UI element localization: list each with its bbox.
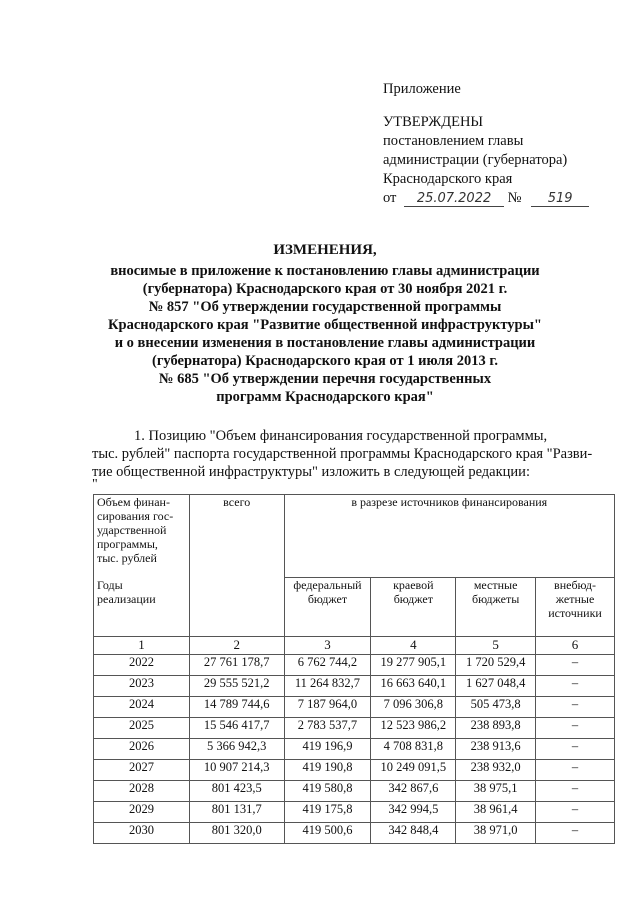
table-cell: 801 423,5 [189,781,284,802]
table-cell: 505 473,8 [456,697,536,718]
table-cell: 2 783 537,7 [284,718,371,739]
document-title [90,241,560,406]
title-line: № 685 "Об утверждении перечня государственных [158,371,492,387]
title-line: программ Краснодарского края" [216,389,434,405]
table-cell: 14 789 744,6 [189,697,284,718]
table-row [94,697,615,718]
table-cell: 10 907 214,3 [189,760,284,781]
table-cell: 12 523 986,2 [371,718,456,739]
title-line: № 857 "Об утверждении государственной программы [148,299,502,315]
table-cell: 419 175,8 [284,802,371,823]
table-cell: – [536,676,615,697]
header-years: Годы реализации [94,578,190,637]
title-heading: ИЗМЕНЕНИЯ, [273,242,377,258]
opening-quote: " [92,477,98,492]
table-cell: 342 867,6 [371,781,456,802]
table-cell: 4 708 831,8 [371,739,456,760]
table-cell: 29 555 521,2 [189,676,284,697]
table-body [94,655,615,844]
table-cell: 419 580,8 [284,781,371,802]
column-number: 1 [94,637,190,655]
handwritten-date: 25.07.2022 [404,192,504,207]
paragraph-line: тыс. рублей" паспорта государственной программы Краснодарского края "Разви- [92,446,593,462]
table-cell: – [536,655,615,676]
approval-line-3: Краснодарского края [383,171,513,187]
column-number-row [94,637,615,655]
approval-date-line [383,189,589,208]
title-line: (губернатора) Краснодарского края от 30 ноября 2021 г. [142,281,508,297]
table-row [94,760,615,781]
table-cell: 2025 [94,718,190,739]
table-cell: 238 913,6 [456,739,536,760]
appendix-label: Приложение [383,81,461,97]
title-line: и о внесении изменения в постановление главы администрации [114,335,536,351]
table-cell: 801 320,0 [189,823,284,844]
table-cell: – [536,802,615,823]
paragraph-line: тие общественной инфраструктуры" изложить в следующей редакции: [92,464,530,480]
table-cell: 419 196,9 [284,739,371,760]
header-funding-label: Объем финан- сирования гос- ударственной программы, тыс. рублей [94,495,190,578]
table-subheader-row [94,578,615,637]
table-cell: 2029 [94,802,190,823]
table-cell: – [536,823,615,844]
header-local: местные бюджеты [456,578,536,637]
table-cell: 27 761 178,7 [189,655,284,676]
table-cell: 7 096 306,8 [371,697,456,718]
table-cell: 238 893,8 [456,718,536,739]
table-cell: 2026 [94,739,190,760]
header-extrabudget: внебюд- жетные источники [536,578,615,637]
table-cell: – [536,697,615,718]
column-number: 6 [536,637,615,655]
approval-line-1: постановлением главы [383,133,524,149]
from-label: от [383,190,397,206]
table-cell: – [536,781,615,802]
body-paragraph [92,427,617,481]
table-cell: – [536,718,615,739]
title-line: вносимые в приложение к постановлению главы администрации [110,263,540,279]
approval-line-2: администрации (губернатора) [383,152,568,168]
table-cell: 38 971,0 [456,823,536,844]
number-label: № [507,190,522,206]
table-cell: 11 264 832,7 [284,676,371,697]
table-cell: – [536,760,615,781]
table-row [94,781,615,802]
table-cell: 419 500,6 [284,823,371,844]
header-sources: в разрезе источников финансирования [284,495,614,578]
table-cell: 2027 [94,760,190,781]
table-cell: 2024 [94,697,190,718]
table-cell: 2028 [94,781,190,802]
column-number: 4 [371,637,456,655]
table-cell: 2030 [94,823,190,844]
header-regional: краевой бюджет [371,578,456,637]
column-number: 3 [284,637,371,655]
table-cell: 15 546 417,7 [189,718,284,739]
table-cell: 19 277 905,1 [371,655,456,676]
table-header-row [94,495,615,578]
table-cell: 2022 [94,655,190,676]
table-row [94,802,615,823]
header-federal: федеральный бюджет [284,578,371,637]
table-cell: 2023 [94,676,190,697]
table-cell: 38 975,1 [456,781,536,802]
handwritten-number: 519 [531,192,589,207]
approval-block [383,80,589,208]
table-row [94,718,615,739]
table-cell: 5 366 942,3 [189,739,284,760]
table-cell: 419 190,8 [284,760,371,781]
financing-table [93,494,615,844]
title-line: Краснодарского края "Развитие общественной инфраструктуры" [108,317,542,333]
table-cell: 38 961,4 [456,802,536,823]
table-row [94,823,615,844]
table-cell: 801 131,7 [189,802,284,823]
table-cell: 342 848,4 [371,823,456,844]
table-cell: 342 994,5 [371,802,456,823]
table-cell: 7 187 964,0 [284,697,371,718]
table-cell: 1 720 529,4 [456,655,536,676]
table-cell: 238 932,0 [456,760,536,781]
table-row [94,655,615,676]
table-row [94,676,615,697]
column-number: 2 [189,637,284,655]
table-cell: 1 627 048,4 [456,676,536,697]
table-row [94,739,615,760]
table-cell: 6 762 744,2 [284,655,371,676]
title-line: (губернатора) Краснодарского края от 1 июля 2013 г. [152,353,498,369]
table-cell: 16 663 640,1 [371,676,456,697]
table-cell: 10 249 091,5 [371,760,456,781]
column-number: 5 [456,637,536,655]
header-total: всего [189,495,284,637]
table-cell: – [536,739,615,760]
paragraph-line: 1. Позицию "Объем финансирования государственной программы, [134,428,548,444]
approved-label: УТВЕРЖДЕНЫ [383,114,484,130]
